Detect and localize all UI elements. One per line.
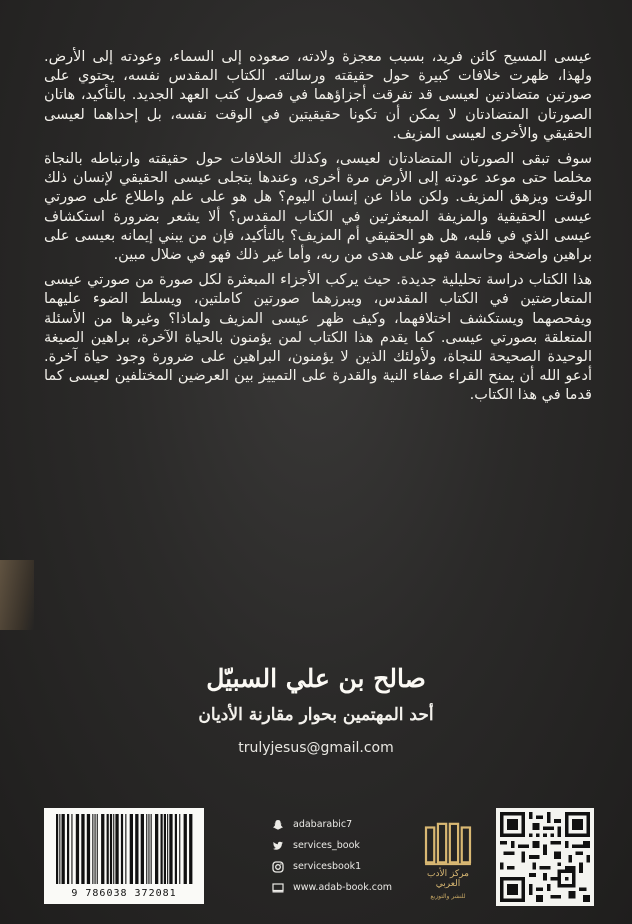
snapchat-icon — [272, 819, 284, 831]
barcode-bar — [189, 814, 192, 884]
qr-code[interactable] — [496, 808, 594, 906]
barcode-bar — [151, 814, 152, 884]
publisher-subtitle: للنشر والتوزيع — [430, 893, 466, 900]
barcode-bar — [97, 814, 98, 884]
twitter-handle: services_book — [293, 840, 360, 851]
decorative-shadow — [0, 560, 34, 630]
social-row-website[interactable] — [272, 877, 432, 898]
barcode-bar — [95, 814, 96, 884]
back-cover-text — [44, 48, 592, 412]
instagram-icon — [272, 861, 284, 873]
paragraph-2: سوف تبقى الصورتان المتضادتان لعيسى، وكذلك الخلافات حول حقيقته وارتباطه بالنجاة مخلصا حتى موعد عودته إلى الأرض مرة أخرى، وعندها يتجلى عيسى الحقيقي لإنسان ذلك الوقت ويزهق المزيف. ولكن ماذا عن إنسان اليوم؟ هل هو على علم واطلاع على صورتي عيسى الحقيقية والمزيفة المبعثرتين في الكتاب المقدس؟ ألا يشعر بضرورة استكشاف عيسى الذي في قلبه، هل هو الحقيقي أم المزيف؟ بالتأكيد، فإن من يبني إيمانه بعيسى على براهين واضحة وحاسمة فهو على هدى من ربه، وأما غير ذلك فهو في ضلال مبين. — [44, 151, 592, 264]
barcode-bar — [155, 814, 158, 884]
barcode-bar — [130, 814, 133, 884]
barcode-bar — [175, 814, 177, 884]
instagram-handle: servicesbook1 — [293, 861, 362, 872]
barcode-bar — [167, 814, 168, 884]
barcode-bar — [59, 814, 60, 884]
barcode-bar — [81, 814, 84, 884]
barcode-icon — [52, 814, 196, 884]
qr-code-icon — [500, 812, 590, 902]
barcode-bar — [161, 814, 163, 884]
isbn-digits: 9 786038 372081 — [71, 888, 177, 899]
website-url: www.adab-book.com — [293, 882, 393, 893]
barcode-bar — [107, 814, 109, 884]
barcode-bar — [87, 814, 90, 884]
barcode-bar — [121, 814, 123, 884]
barcode-bar — [169, 814, 172, 884]
barcode-bar — [179, 814, 180, 884]
twitter-icon — [272, 840, 284, 852]
paragraph-1: عيسى المسيح كائن فريد، بسبب معجزة ولادته، صعوده إلى السماء، وعودته إلى الأرض. ولهذا، ظهرت خلافات كبيرة حول حقيقته ورسالته. الكتاب المقدس نفسه، يحتوي على صورتين متضادتين لعيسى قد تفرقت أجزاؤهما في فصول كتب العهد الجديد. بالتأكيد، هاتان الصورتان المتضادتان لا يمكن أن تكونا حقيقيتين في الوقت نفسه، بل إحداهما لعيسى الحقيقي والأخرى لعيسى المزيف. — [44, 49, 592, 142]
barcode-bar — [184, 814, 187, 884]
barcode-bar — [141, 814, 144, 884]
barcode-bar — [56, 814, 58, 884]
barcode-bar — [92, 814, 93, 884]
barcode-bar — [62, 814, 65, 884]
snapchat-handle: adabarabic7 — [293, 819, 353, 830]
website-icon — [272, 882, 284, 894]
isbn-barcode — [44, 808, 204, 904]
barcode-bar — [113, 814, 114, 884]
social-links — [272, 814, 432, 898]
social-row-twitter[interactable] — [272, 835, 432, 856]
barcode-bar — [148, 814, 149, 884]
author-email[interactable]: trulyjesus@gmail.com — [238, 740, 394, 756]
barcode-bar — [101, 814, 104, 884]
author-name: صالح بن علي السبيّل — [206, 664, 426, 693]
barcode-bar — [164, 814, 166, 884]
barcode-bar — [110, 814, 112, 884]
publisher-name: مركز الأدب العربي — [426, 869, 469, 889]
barcode-bar — [146, 814, 147, 884]
barcode-bar — [125, 814, 126, 884]
barcode-bar — [76, 814, 79, 884]
social-row-instagram[interactable] — [272, 856, 432, 877]
barcode-bar — [135, 814, 138, 884]
paragraph-3: هذا الكتاب دراسة تحليلية جديدة. حيث يركب الأجزاء المبعثرة لكل صورة من صورتي عيسى المتعارضتين في الكتاب المقدس، ويبرزهما صورتين كاملتين، ويسلط الضوء عليهما ويفحصهما ويستكشف اختلافهما، وكيف ظهر عيسى المزيف ولماذا؟ وغيرها من الأسئلة المتعلقة بصورتي عيسى. كما يقدم هذا الكتاب لمن يؤمنون بالحياة الآخرة، براهين الصيغة الوحيدة الصحيحة للنجاة، ولأولئك الذين لا يؤمنون، البراهين على ضرورة وجود حياة آخرة. أدعو الله أن يمنح القراء صفاء النية والقدرة على التمييز بين العرضين المختلفين لعيسى كما قدما في هذا الكتاب. — [44, 272, 592, 404]
barcode-bar — [67, 814, 69, 884]
social-row-snapchat[interactable] — [272, 814, 432, 835]
author-title: أحد المهتمين بحوار مقارنة الأديان — [198, 705, 434, 725]
barcode-bar — [115, 814, 118, 884]
barcode-bar — [71, 814, 72, 884]
